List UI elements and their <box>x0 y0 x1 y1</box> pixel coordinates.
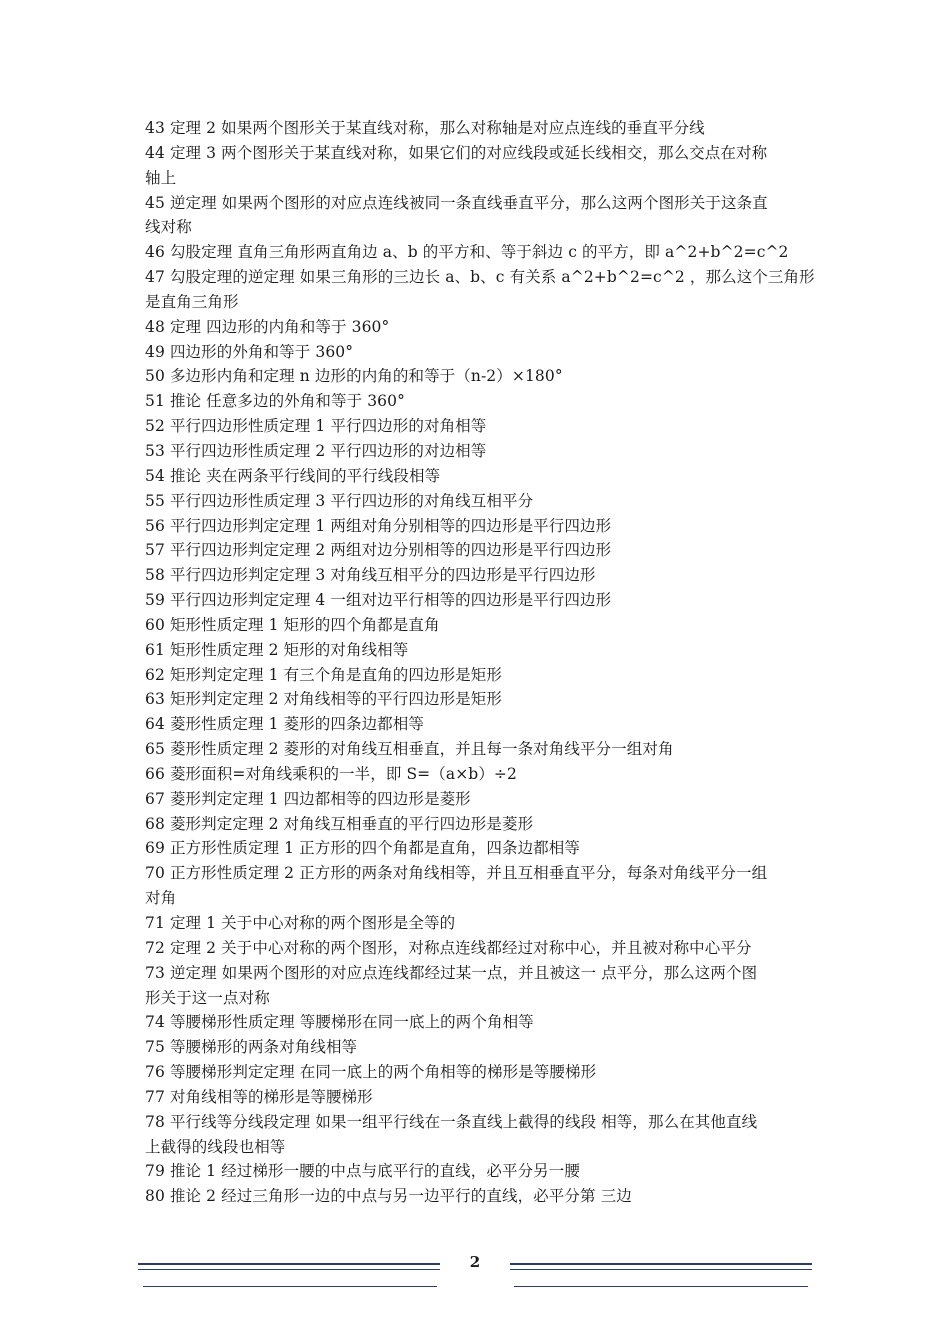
text-line: 59 平行四边形判定定理 4 一组对边平行相等的四边形是平行四边形 <box>145 591 612 610</box>
footer-rule-right-mid <box>510 1269 812 1270</box>
text-line: 55 平行四边形性质定理 3 平行四边形的对角线互相平分 <box>145 491 534 510</box>
text-line: 64 菱形性质定理 1 菱形的四条边都相等 <box>145 715 424 734</box>
text-line: 63 矩形判定定理 2 对角线相等的平行四边形是矩形 <box>145 690 502 709</box>
text-line: 46 勾股定理 直角三角形两直角边 a、b 的平方和、等于斜边 c 的平方，即 a^2+b^2=c^2 <box>145 243 789 262</box>
text-line: 43 定理 2 如果两个图形关于某直线对称，那么对称轴是对应点连线的垂直平分线 <box>145 119 705 137</box>
text-line: 上截得的线段也相等 <box>145 1137 286 1156</box>
text-line: 是直角三角形 <box>145 292 239 311</box>
text-line: 72 定理 2 关于中心对称的两个图形，对称点连线都经过对称中心，并且被对称中心平分 <box>145 938 752 957</box>
page-footer <box>0 1255 950 1295</box>
text-line: 45 逆定理 如果两个图形的对应点连线被同一条直线垂直平分，那么这两个图形关于这条直 <box>145 193 768 212</box>
text-line: 79 推论 1 经过梯形一腰的中点与底平行的直线，必平分另一腰 <box>145 1162 580 1181</box>
text-line: 53 平行四边形性质定理 2 平行四边形的对边相等 <box>145 441 487 460</box>
text-line: 76 等腰梯形判定定理 在同一底上的两个角相等的梯形是等腰梯形 <box>145 1063 597 1082</box>
text-line: 44 定理 3 两个图形关于某直线对称，如果它们的对应线段或延长线相交，那么交点在对称 <box>145 143 768 162</box>
text-line: 轴上 <box>145 168 177 187</box>
text-line: 75 等腰梯形的两条对角线相等 <box>145 1038 358 1057</box>
text-line: 67 菱形判定定理 1 四边都相等的四边形是菱形 <box>145 789 471 808</box>
text-line: 71 定理 1 关于中心对称的两个图形是全等的 <box>145 914 456 932</box>
text-line: 对角 <box>145 889 177 908</box>
text-line: 69 正方形性质定理 1 正方形的四个角都是直角，四条边都相等 <box>145 839 580 858</box>
text-line: 48 定理 四边形的内角和等于 360° <box>145 317 390 336</box>
text-line: 74 等腰梯形性质定理 等腰梯形在同一底上的两个角相等 <box>145 1013 534 1032</box>
text-line: 65 菱形性质定理 2 菱形的对角线互相垂直，并且每一条对角线平分一组对角 <box>145 740 674 759</box>
footer-rule-right-top <box>510 1263 812 1265</box>
text-line: 50 多边形内角和定理 n 边形的内角的和等于（n-2）×180° <box>145 367 563 386</box>
text-line: 57 平行四边形判定定理 2 两组对边分别相等的四边形是平行四边形 <box>145 541 612 560</box>
text-line: 51 推论 任意多边的外角和等于 360° <box>145 392 405 411</box>
text-line: 54 推论 夹在两条平行线间的平行线段相等 <box>145 466 441 485</box>
text-line: 70 正方形性质定理 2 正方形的两条对角线相等，并且互相垂直平分，每条对角线平分一组 <box>145 864 768 883</box>
text-line: 56 平行四边形判定定理 1 两组对角分别相等的四边形是平行四边形 <box>145 516 612 535</box>
text-line: 52 平行四边形性质定理 1 平行四边形的对角相等 <box>145 417 487 436</box>
text-line: 77 对角线相等的梯形是等腰梯形 <box>145 1087 373 1106</box>
text-line: 58 平行四边形判定定理 3 对角线互相平分的四边形是平行四边形 <box>145 566 596 585</box>
text-line: 49 四边形的外角和等于 360° <box>145 342 354 361</box>
footer-rule-left-mid <box>138 1269 440 1270</box>
text-line: 形关于这一点对称 <box>145 988 270 1007</box>
footer-rule-left-bottom <box>143 1286 437 1287</box>
page-number: 2 <box>469 1253 481 1271</box>
footer-rule-right-bottom <box>514 1286 808 1287</box>
text-line: 60 矩形性质定理 1 矩形的四个角都是直角 <box>145 615 440 634</box>
text-line: 73 逆定理 如果两个图形的对应点连线都经过某一点，并且被这一 点平分，那么这两个图 <box>145 963 758 982</box>
text-line: 66 菱形面积=对角线乘积的一半，即 S=（a×b）÷2 <box>145 764 517 783</box>
footer-rule-left-top <box>138 1263 440 1265</box>
text-line: 80 推论 2 经过三角形一边的中点与另一边平行的直线，必平分第 三边 <box>145 1187 632 1206</box>
text-line: 线对称 <box>145 218 192 237</box>
text-line: 62 矩形判定定理 1 有三个角是直角的四边形是矩形 <box>145 665 502 684</box>
text-line: 47 勾股定理的逆定理 如果三角形的三边长 a、b、c 有关系 a^2+b^2=c^2 ，那么这个三角形 <box>145 268 815 287</box>
text-line: 61 矩形性质定理 2 矩形的对角线相等 <box>145 640 409 659</box>
document-body <box>145 116 813 1209</box>
text-line: 78 平行线等分线段定理 如果一组平行线在一条直线上截得的线段 相等，那么在其他直线 <box>145 1112 758 1131</box>
text-line: 68 菱形判定定理 2 对角线互相垂直的平行四边形是菱形 <box>145 814 534 833</box>
